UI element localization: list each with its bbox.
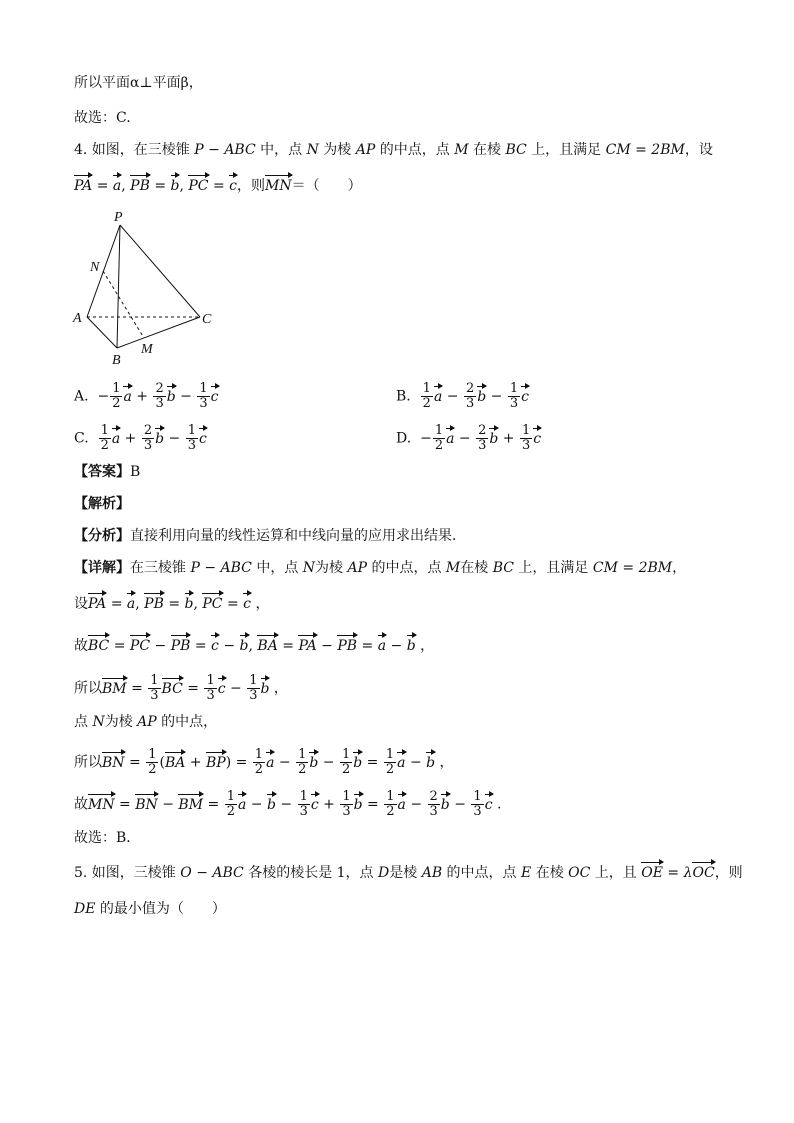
edge-PB	[117, 225, 120, 348]
text-line-choose-c: 故选：C.	[74, 110, 131, 126]
step-mn: 故MN = BN − BM = $\frac{1}{2}$ a − b − $\frac{1}{3}$ c + $\frac{1}{3}$ b = $\frac{1}{2}$ a − $\frac{2}{3}$ b − $\frac{1}{3}$ c .	[74, 789, 502, 819]
analysis-tag-line: 【解析】	[74, 496, 130, 512]
edge-PC	[120, 225, 200, 317]
question-4-stem: 4. 如图，在三棱锥 P − ABC 中，点 N 为棱 AP 的中点，点 M 在棱 BC 上，且满足 CM = 2BM，设	[74, 142, 713, 158]
label-P: P	[114, 210, 123, 225]
step-bc-ba: 故BC = PC − PB = c − b, BA = PA − PB = a − b ，	[74, 638, 435, 654]
label-B: B	[112, 353, 121, 368]
conclusion-line: 故选：B．	[74, 830, 141, 846]
step-set-vectors: 设PA = a, PB = b, PC = c ，	[74, 596, 270, 612]
fenxi-line: 【分析】直接利用向量的线性运算和中线向量的应用求出结果．	[74, 528, 466, 544]
tetrahedron-figure	[70, 205, 220, 370]
segment-NM-dashed	[103, 271, 144, 338]
label-N: N	[90, 260, 100, 275]
edge-BC	[117, 317, 200, 348]
question-5-stem-2: DE 的最小值为（ ）	[74, 901, 226, 917]
step-n-midpoint: 点 N为棱 AP 的中点，	[74, 714, 218, 730]
label-C: C	[202, 312, 212, 327]
text-line-plane-perpendicular: 所以平面α⊥平面β，	[74, 75, 203, 91]
question-5-stem: 5. 如图，三棱锥 O − ABC 各棱的棱长是 1，点 D是棱 AB 的中点，点 E 在棱 OC 上，且 OE = λOC，则	[74, 865, 743, 881]
answer-value: B	[130, 464, 141, 480]
answer-line	[74, 462, 140, 482]
option-c[interactable]: C. $\frac{1}{2}$ a + $\frac{2}{3}$ b − $\frac{1}{3}$ c	[74, 423, 207, 453]
option-b[interactable]: B. $\frac{1}{2}$ a − $\frac{2}{3}$ b − $\frac{1}{3}$ c	[396, 381, 529, 411]
option-d[interactable]: D. − $\frac{1}{2}$ a − $\frac{2}{3}$ b + $\frac{1}{3}$ c	[396, 423, 542, 453]
edge-AB	[87, 317, 117, 348]
label-A: A	[73, 311, 82, 326]
step-bn: 所以BN = $\frac{1}{2}$ (BA + BP) = $\frac{1}{2}$ a − $\frac{1}{2}$ b − $\frac{1}{2}$ b = $\frac{1}{2}$ a − b ，	[74, 747, 454, 777]
question-4-vectors: PA = a, PB = b, PC = c，则MN＝（ ）	[74, 178, 362, 194]
label-M: M	[141, 342, 153, 357]
answer-tag: 【答案】	[74, 464, 130, 480]
xiangjie-line: 【详解】在三棱锥 P − ABC 中，点 N为棱 AP 的中点，点 M在棱 BC 上，且满足 CM = 2BM，	[74, 560, 687, 576]
step-bm: 所以BM = $\frac{1}{3}$ BC = $\frac{1}{3}$ c − $\frac{1}{3}$ b ，	[74, 673, 288, 703]
option-a[interactable]: A. − $\frac{1}{2}$ a + $\frac{2}{3}$ b − $\frac{1}{3}$ c	[74, 381, 219, 411]
